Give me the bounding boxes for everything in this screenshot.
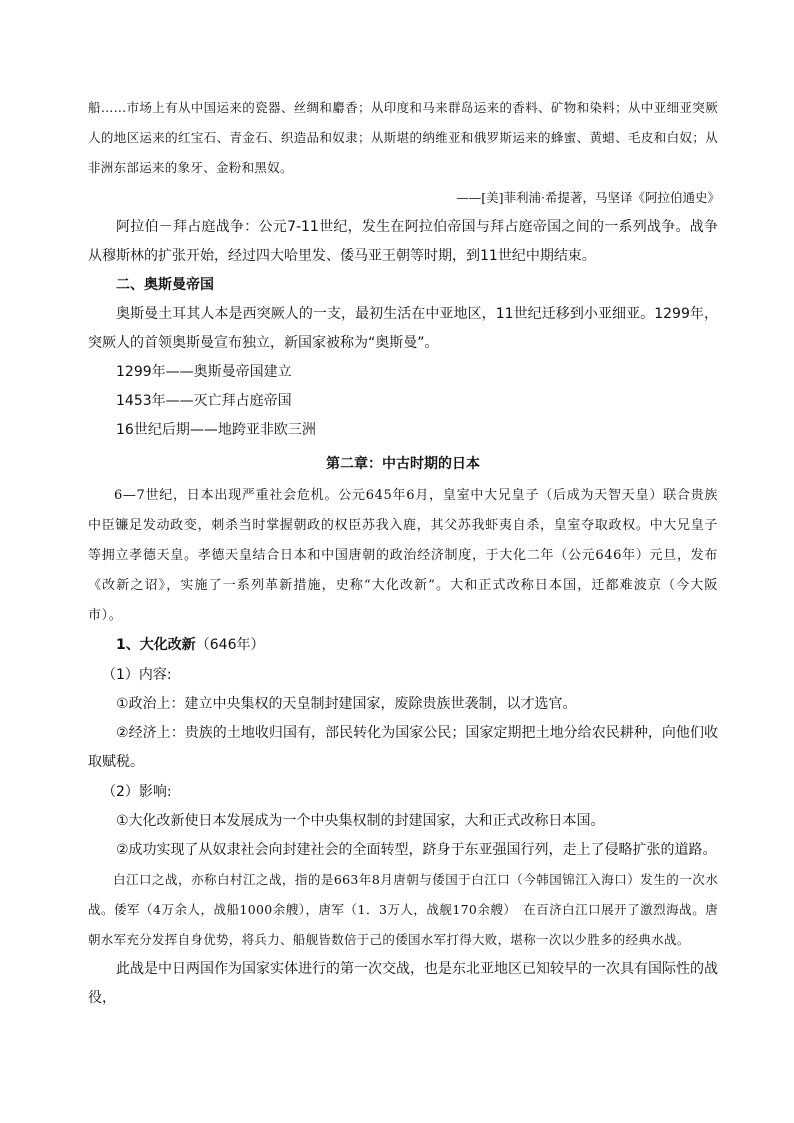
timeline-item: 16世纪后期——地跨亚非欧三洲	[116, 422, 316, 438]
content-label: （1）内容:	[102, 667, 172, 683]
document-page	[88, 93, 718, 1013]
chapter-intro: 6—7世纪，日本出现严重社会危机。公元645年6月，皇室中大兄皇子（后成为天智天皇）联合贵族中臣镰足发动政变，刺杀当时掌握朝政的权臣苏我入鹿，其父苏我虾夷自杀，皇室夺取政权。中大兄皇子等拥立孝德天皇。孝德天皇结合日本和中国唐朝的政治经济制度，于大化二年（公元646年）元旦，发布《改新之诏》，实施了一系列革新措施，史称“大化改新”。大和正式改称日本国，迁都难波京（今大阪市）。	[88, 488, 718, 623]
section-title-year: （646年）	[195, 637, 265, 653]
ottoman-intro: 奥斯曼土耳其人本是西突厥人的一支，最初生活在中亚地区，11世纪迁移到小亚细亚。1299年，突厥人的首领奥斯曼宣布独立，新国家被称为“奥斯曼”。	[88, 306, 718, 351]
chapter-title: 第二章：中古时期的日本	[326, 456, 480, 472]
impact-item: ②成功实现了从奴隶社会向封建社会的全面转型，跻身于东亚强国行列，走上了侵略扩张的道路。	[116, 842, 717, 858]
impact-item: ①大化改新使日本发展成为一个中央集权制的封建国家，大和正式改称日本国。	[116, 813, 605, 829]
quote-text: 船……市场上有从中国运来的瓷器、丝绸和麝香；从印度和马来群岛运来的香料、矿物和染料；从中亚细亚突厥人的地区运来的红宝石、青金石、织造品和奴隶；从斯堪的纳维亚和俄罗斯运来的蜂蜜、黄蜡、毛皮和白奴；从非洲东部运来的象牙、金粉和黑奴。	[88, 100, 718, 175]
timeline-item: 1453年——灭亡拜占庭帝国	[116, 393, 292, 409]
politics-item: ①政治上：建立中央集权的天皇制封建国家，废除贵族世袭制，以才选官。	[116, 696, 577, 712]
section-title	[88, 631, 718, 660]
final-paragraph: 此战是中日两国作为国家实体进行的第一次交战，也是东北亚地区已知较早的一次具有国际性的战役，	[88, 961, 718, 1006]
quote-block	[88, 93, 718, 183]
economy-item: ②经济上：贵族的土地收归国有，部民转化为国家公民；国家定期把土地分给农民耕种，向他们收取赋税。	[88, 725, 718, 770]
quote-source: ——[美]菲利浦·希提著，马坚译《阿拉伯通史》	[456, 190, 720, 205]
baijiangkou-paragraph: 白江口之战，亦称白村江之战，指的是663年8月唐朝与倭国于白江口（今韩国锦江入海口）发生的一次水战。倭军（4万余人，战船1000余艘），唐军（1．3万人，战舰170余艘） 在百济白江口展开了激烈海战。唐朝水军充分发挥自身优势，将兵力、船舰皆数倍于己的倭国水军打得大败，堪称一次以少胜多的经典水战。	[88, 872, 718, 947]
arab-byzantine-paragraph: 阿拉伯－拜占庭战争：公元7-11世纪，发生在阿拉伯帝国与拜占庭帝国之间的一系列战争。战争从穆斯林的扩张开始，经过四大哈里发、倭马亚王朝等时期，到11世纪中期结束。	[88, 219, 718, 264]
impact-label: （2）影响:	[102, 784, 172, 800]
timeline-item: 1299年——奥斯曼帝国建立	[116, 364, 292, 380]
ottoman-heading: 二、奥斯曼帝国	[116, 277, 214, 293]
section-title-main: 1、大化改新	[116, 637, 196, 653]
